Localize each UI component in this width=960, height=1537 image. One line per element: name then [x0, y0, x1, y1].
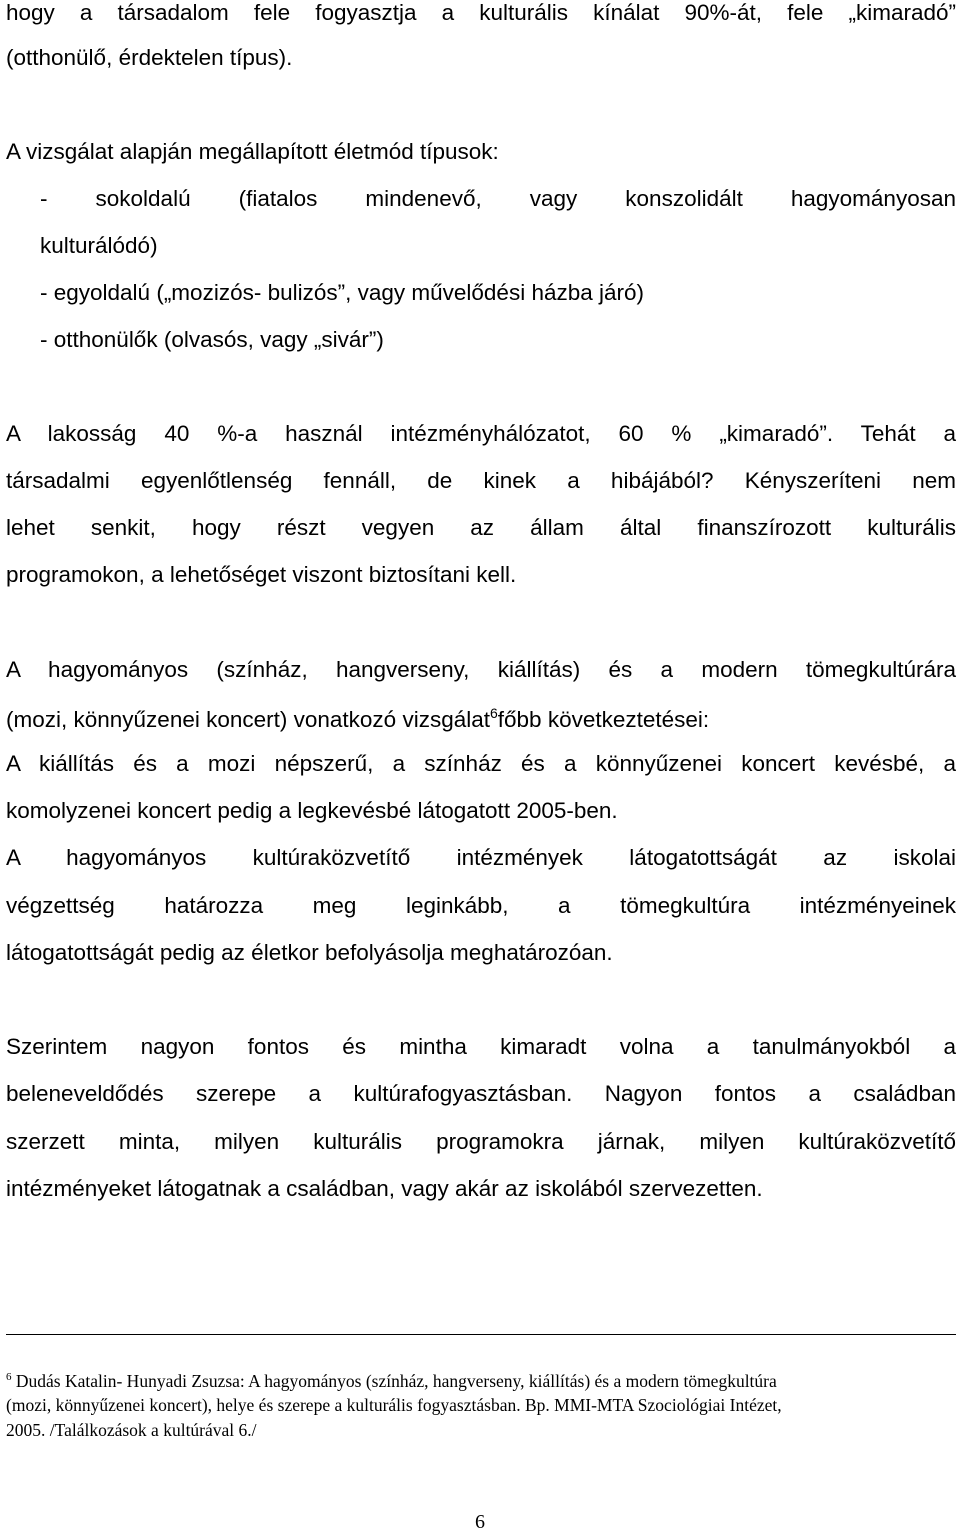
list-item: - sokoldalú (fiatalos mindenevő, vagy konszolidált hagyományosan: [40, 186, 956, 211]
footnote-reference[interactable]: 6: [489, 705, 498, 721]
list-item: - otthonülők (olvasós, vagy „sivár”): [40, 327, 384, 352]
paragraph-line: lehet senkit, hogy részt vegyen az állam által finanszírozott kulturális: [6, 515, 956, 540]
footnote-line: [6, 1372, 777, 1391]
list-intro: A vizsgálat alapján megállapított életmód típusok:: [6, 139, 499, 164]
paragraph-line: A hagyományos kultúraközvetítő intézmények látogatottságát az iskolai: [6, 845, 956, 870]
list-item-continuation: kulturálódó): [40, 233, 158, 258]
list-item: - egyoldalú („mozizós- bulizós”, vagy művelődési házba járó): [40, 280, 645, 305]
paragraph-line: [6, 706, 709, 732]
footnote-line: (mozi, könnyűzenei koncert), helye és szerepe a kulturális fogyasztásban. Bp. MMI-MTA Szociológiai Intézet,: [6, 1395, 782, 1415]
paragraph-line: szerzett minta, milyen kulturális programokra járnak, milyen kultúraközvetítő: [6, 1129, 956, 1154]
paragraph-line: A lakosság 40 %-a használ intézményhálózatot, 60 % „kimaradó”. Tehát a: [6, 421, 956, 446]
paragraph-line: hogy a társadalom fele fogyasztja a kulturális kínálat 90%-át, fele „kimaradó”: [6, 0, 956, 25]
paragraph-line: beleneveldődés szerepe a kultúrafogyasztásban. Nagyon fontos a családban: [6, 1081, 956, 1106]
paragraph-line: (otthonülő, érdektelen típus).: [6, 45, 293, 70]
paragraph-line: Szerintem nagyon fontos és mintha kimaradt volna a tanulmányokból a: [6, 1034, 956, 1059]
paragraph-text: főbb következtetései:: [497, 707, 710, 732]
paragraph-line: végzettség határozza meg leginkább, a tömegkultúra intézményeinek: [6, 893, 956, 918]
paragraph-line: társadalmi egyenlőtlenség fennáll, de kinek a hibájából? Kényszeríteni nem: [6, 468, 956, 493]
paragraph-line: komolyzenei koncert pedig a legkevésbé látogatott 2005-ben.: [6, 798, 618, 823]
footnote-line: 2005. /Találkozások a kultúrával 6./: [6, 1420, 257, 1440]
paragraph-text: (mozi, könnyűzenei koncert) vonatkozó vizsgálat: [6, 707, 490, 732]
paragraph-line: A kiállítás és a mozi népszerű, a színház és a könnyűzenei koncert kevésbé, a: [6, 751, 956, 776]
paragraph-line: intézményeket látogatnak a családban, vagy akár az iskolából szervezetten.: [6, 1176, 763, 1201]
footnote-text: Dudás Katalin- Hunyadi Zsuzsa: A hagyományos (színház, hangverseny, kiállítás) és a modern tömegkultúra: [11, 1371, 777, 1391]
footnote-separator: [6, 1334, 956, 1335]
paragraph-line: A hagyományos (színház, hangverseny, kiállítás) és a modern tömegkultúrára: [6, 657, 956, 682]
footnote-marker: 6: [6, 1371, 12, 1383]
page-number: 6: [475, 1511, 485, 1533]
paragraph-line: programokon, a lehetőséget viszont biztosítani kell.: [6, 562, 517, 587]
paragraph-line: látogatottságát pedig az életkor befolyásolja meghatározóan.: [6, 940, 613, 965]
